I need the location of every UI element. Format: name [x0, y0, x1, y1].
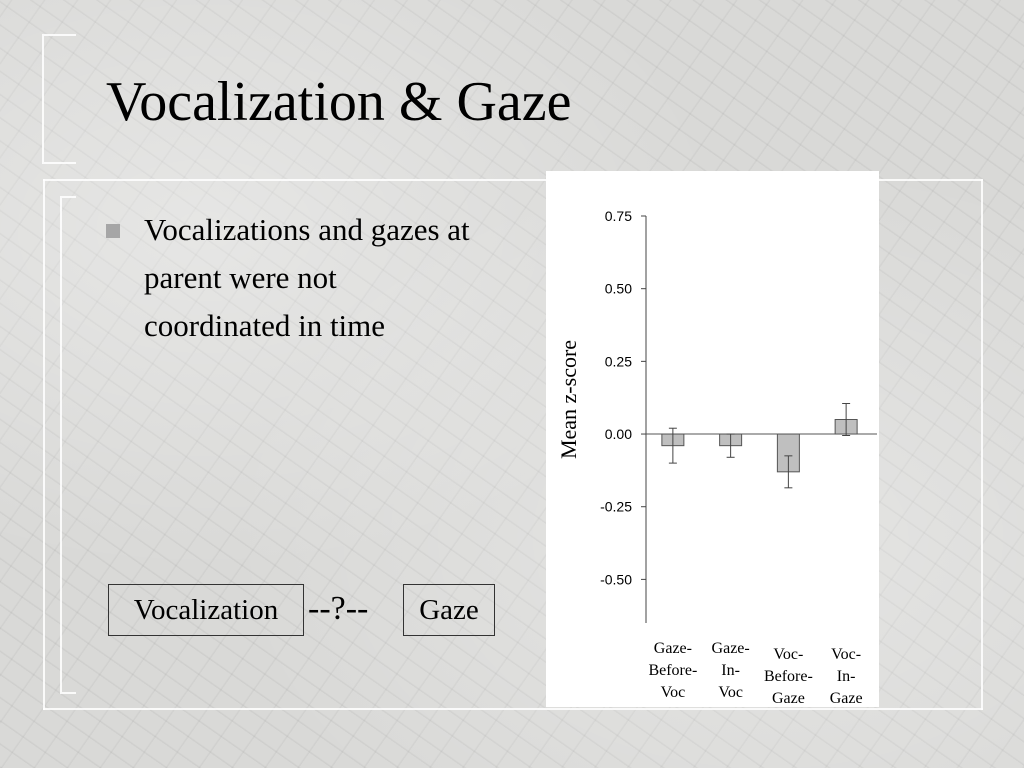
y-tick-label: 0.50: [604, 280, 632, 297]
frame-bottom-rule: [43, 708, 983, 710]
x-tick-label: [830, 646, 863, 707]
y-tick-label: -0.25: [600, 498, 632, 515]
vocalization-box: Vocalization: [108, 584, 304, 636]
y-tick-label: 0.25: [604, 353, 632, 370]
chart-panel: [546, 171, 879, 707]
x-tick-label-line: Gaze-: [711, 640, 750, 657]
x-tick-label-line: Voc: [660, 684, 686, 701]
slide-title: Vocalization & Gaze: [106, 71, 572, 133]
x-tick-label-line: Gaze: [771, 690, 805, 707]
frame-left-rule: [43, 179, 45, 710]
bullet-item: [106, 206, 486, 350]
x-tick-label-line: Before-: [648, 662, 698, 679]
x-tick-label-line: Voc: [718, 684, 743, 701]
x-tick-label: [764, 646, 813, 707]
bullet-text: Vocalizations and gazes at parent were not coordinated in time: [144, 212, 470, 343]
bar-chart: [546, 171, 879, 707]
x-tick-label-line: Voc-: [773, 646, 804, 663]
x-tick-label-line: In-: [721, 662, 740, 679]
y-tick-label: 0.75: [604, 208, 632, 224]
frame-right-rule: [981, 179, 983, 710]
x-tick-label-line: Gaze-: [653, 640, 692, 657]
x-tick-label-line: Before-: [763, 668, 813, 685]
y-tick-label: 0.00: [604, 426, 632, 443]
relation-text: --?--: [308, 590, 369, 627]
x-tick-label-line: Gaze: [829, 690, 863, 707]
y-axis-label: Mean z-score: [556, 339, 581, 460]
x-tick-label-line: In-: [836, 668, 856, 685]
x-tick-label: [712, 640, 750, 701]
gaze-box: Gaze: [403, 584, 495, 636]
content-accent-bar: [60, 196, 76, 694]
x-tick-label-line: Voc-: [831, 646, 862, 663]
y-tick-label: -0.50: [600, 571, 632, 588]
x-tick-label: [648, 640, 697, 701]
title-accent-bar: [42, 34, 76, 164]
bullet-square-icon: [106, 224, 120, 238]
